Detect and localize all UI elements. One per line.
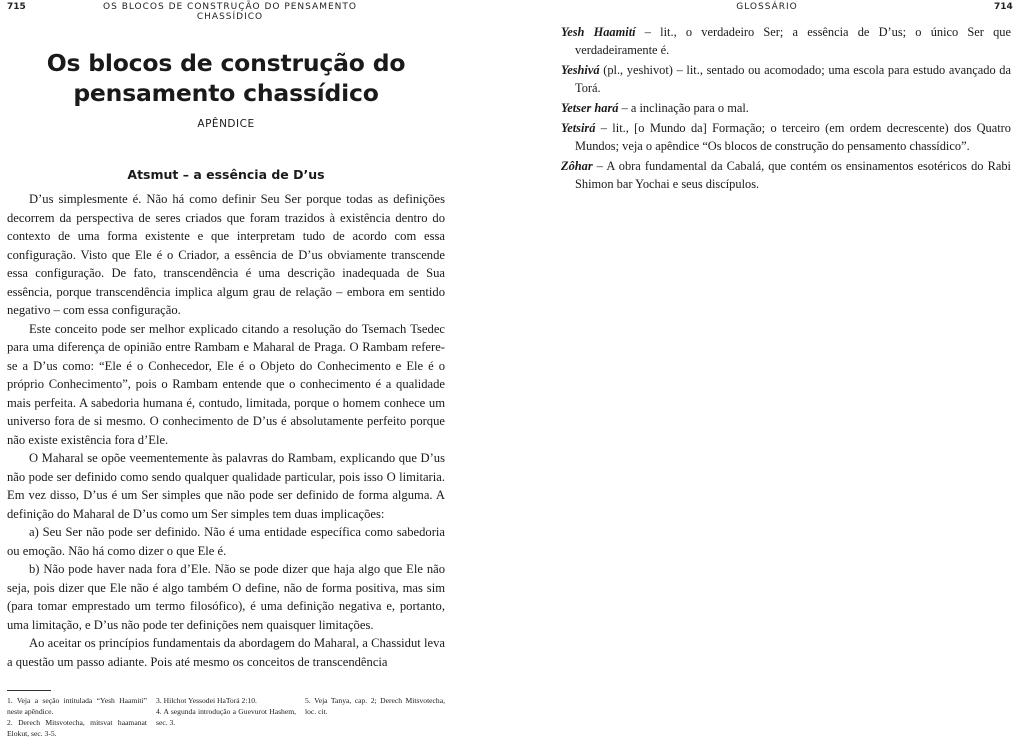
footnote-2: 2. Derech Mitsvotecha, mitsvat haamanat Elokut, sec. 3-5. [7,718,147,738]
appendix-label: APÊNDICE [197,118,255,130]
glossary-term: Yetser hará [561,101,619,115]
glossary-entry [561,157,1011,193]
paragraph-3: O Maharal se opõe veementemente às palavras do Rambam, explicando que D’us não pode ser definido como sendo qualquer qualidade particular, pois isso O limitaria. Em vez disso, D’us é um Ser simples que não pode ser definido de forma alguma. A definição do Maharal de D’us como um Ser simples tem duas implicações: [7,451,445,521]
right-running-head: GLOSSÁRIO [736,2,798,12]
left-page [0,0,512,738]
glossary-definition: – A obra fundamental da Cabalá, que contém os ensinamentos esotéricos do Rabi Shimon bar Yochai e seus discípulos. [575,159,1011,191]
glossary-entry [561,23,1011,59]
paragraph-4: a) Seu Ser não pode ser definido. Não é uma entidade específica como sabedoria ou emoção. Não há como dizer o que Ele é. [7,525,445,558]
title-line-1: Os blocos de construção do [46,49,406,77]
glossary-definition: – lit., o verdadeiro Ser; a essência de D’us; o único Ser que verdadeiramente é. [575,25,1011,57]
footnote-4: 4. A segunda introdução a Guevurot Hashem, sec. 3. [156,707,296,727]
title-line-2: pensamento chassídico [73,79,379,107]
footnote-5: 5. Veja Tanya, cap. 2; Derech Mitsvotecha, loc. cit. [305,696,445,716]
paragraph-1: D’us simplesmente é. Não há como definir Seu Ser porque todas as definições decorrem da perspectiva de seres criados que foram trazidos à existência dentro do contexto de uma forma existente e que interpretam tudo de acordo com essa configuração. Visto que Ele é o Criador, a essência de D’us obviamente transcende essa configuração. De fato, transcendência é uma descrição inadequada de Sua essência, porque transcendência implica algum grau de relação – embora em sentido negativo – com essa configuração. [7,192,445,317]
glossary-entry [561,61,1011,97]
footnote-rule [7,690,51,691]
paragraph-6: Ao aceitar os princípios fundamentais da abordagem do Maharal, a Chassidut leva a questão um passo adiante. Pois até mesmo os conceitos de transcendência [7,636,445,669]
paragraph-2: Este conceito pode ser melhor explicado citando a resolução do Tsemach Tsedec para uma diferença de opinião entre Rambam e Maharal de Praga. O Rambam refere-se a D’us como: “Ele é o Conhecedor, Ele é o Objeto do Conhecimento e Ele é o próprio Conhecimento”, pois o Rambam entende que o conhecimento é a qualidade mais perfeita. A sabedoria humana é, contudo, limitada, porque o homem conhece um universo fora de si mesmo. O conhecimento de D’us é absolutamente perfeito porque não existe existência fora d’Ele. [7,321,445,447]
right-page-number: 714 [994,2,1013,12]
glossary-list [561,23,1011,195]
glossary-definition: (pl., yeshivot) – lit., sentado ou acomodado; uma escola para estudo avançado da Torá. [575,63,1011,95]
footnote-3: 3. Hilchot Yessodei HaTorá 2:10. [156,696,257,705]
paragraph-5: b) Não pode haver nada fora d’Ele. Não se pode dizer que haja algo que Ele não seja, pois dizer que Ele não é algo também O define, não de forma positiva, mas sim (para tomar emprestado um termo filosófico), é uma definição negativa e, portanto, uma limitação, e D’us não pode ter definições nem quaisquer limitações. [7,562,445,632]
glossary-definition: – a inclinação para o mal. [618,101,749,115]
body-text [7,190,445,671]
glossary-term: Yeshivá [561,63,600,77]
glossary-term: Yetsirá [561,121,596,135]
glossary-definition: – lit., [o Mundo da] Formação; o terceiro (em ordem decrescente) dos Quatro Mundos; veja o apêndice “Os blocos de construção do pensamento chassídico”. [575,121,1011,153]
left-running-head: OS BLOCOS DE CONSTRUÇÃO DO PENSAMENTO CHASSÍDICO [103,2,357,22]
footnote-1: 1. Veja a seção intitulada “Yesh Haamití” neste apêndice. [7,696,147,716]
glossary-term: Yesh Haamití [561,25,636,39]
glossary-term: Zôhar [561,159,593,173]
glossary-entry [561,119,1011,155]
right-page [512,0,1024,734]
page-title [0,48,452,108]
section-title: Atsmut – a essência de D’us [127,167,325,182]
left-page-number: 715 [7,2,26,12]
glossary-entry [561,99,1011,117]
